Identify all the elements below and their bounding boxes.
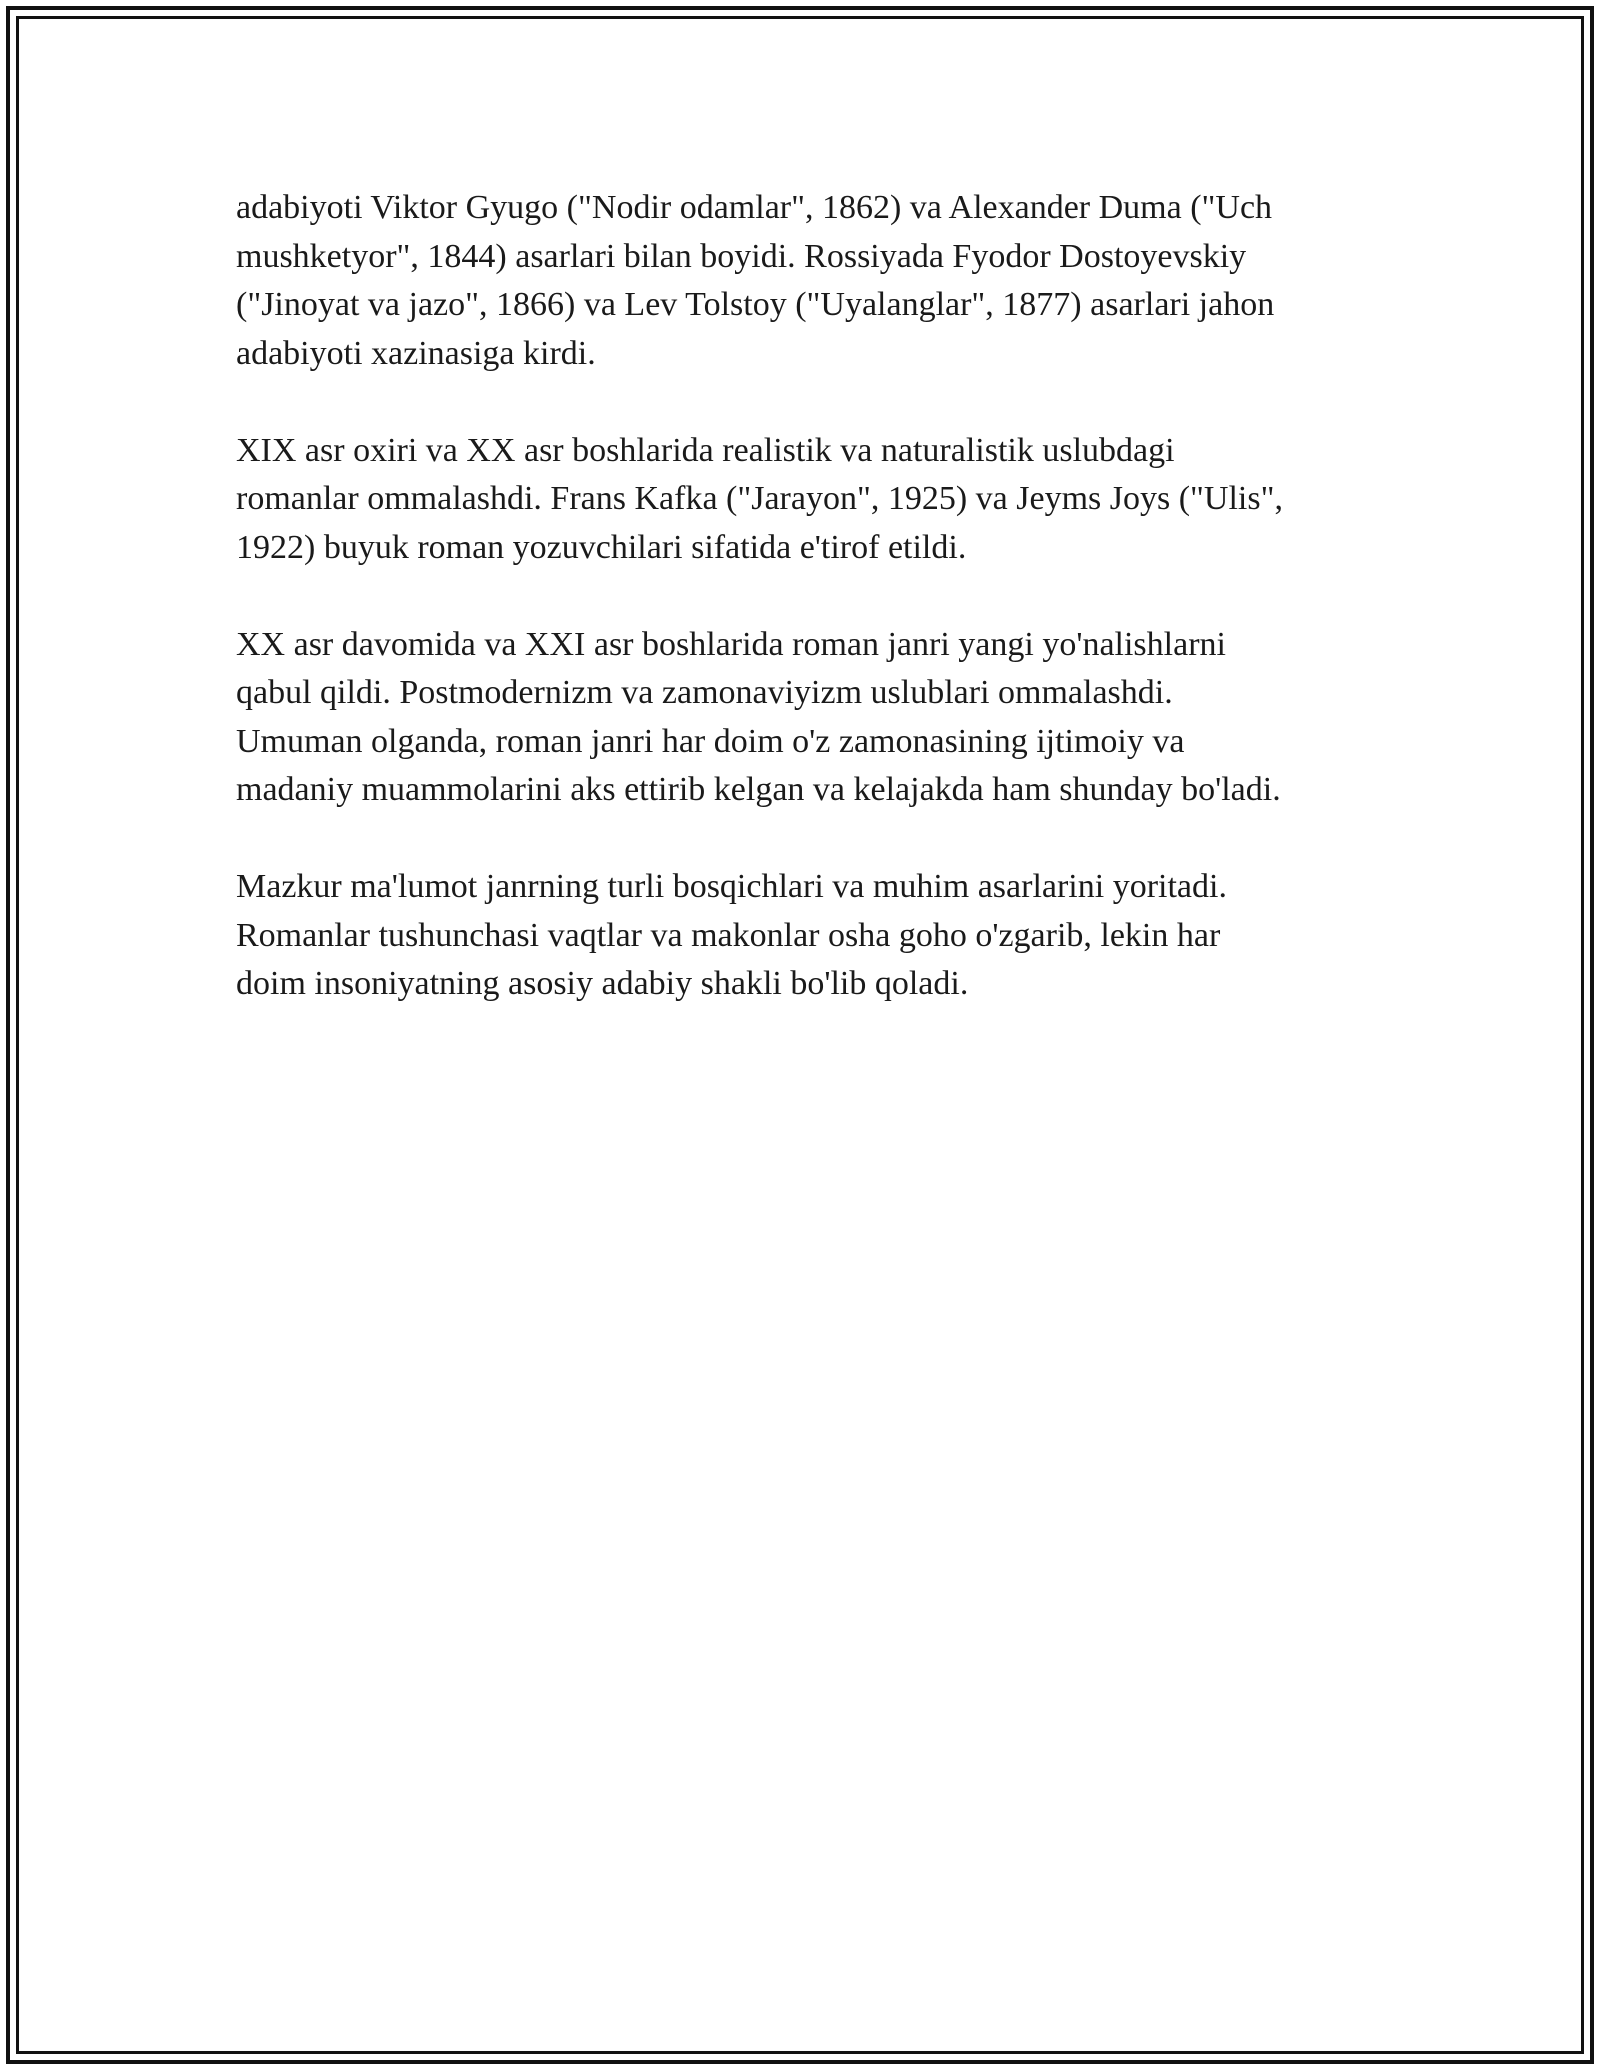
text-line: madaniy muammolarini aks ettirib kelgan va kelajakda ham shunday bo'ladi. <box>236 771 1281 808</box>
text-line: doim insoniyatning asosiy adabiy shakli bo'lib qoladi. <box>236 965 969 1002</box>
text-line: qabul qildi. Postmodernizm va zamonaviyizm uslublari ommalashdi. <box>236 674 1173 711</box>
paragraph-2 <box>236 427 1376 573</box>
text-line: XX asr davomida va XXI asr boshlarida roman janri yangi yo'nalishlarni <box>236 625 1226 663</box>
text-line: mushketyor", 1844) asarlari bilan boyidi. Rossiyada Fyodor Dostoyevskiy <box>236 237 1247 275</box>
text-line: Umuman olganda, roman janri har doim o'z zamonasining ijtimoiy va <box>236 722 1185 760</box>
text-line: 1922) buyuk roman yozuvchilari sifatida e'tirof etildi. <box>236 528 967 566</box>
document-body <box>236 184 1376 1057</box>
paragraph-4 <box>236 863 1376 1009</box>
text-line: ("Jinoyat va jazo", 1866) va Lev Tolstoy ("Uyalanglar", 1877) asarlari jahon <box>236 286 1275 323</box>
text-line: Romanlar tushunchasi vaqtlar va makonlar osha goho o'zgarib, lekin har <box>236 916 1221 954</box>
text-line: adabiyoti Viktor Gyugo ("Nodir odamlar", 1862) va Alexander Duma ("Uch <box>236 189 1273 226</box>
text-line: Mazkur ma'lumot janrning turli bosqichlari va muhim asarlarini yoritadi. <box>236 868 1227 905</box>
paragraph-1 <box>236 184 1376 378</box>
paragraph-3 <box>236 621 1376 815</box>
text-line: XIX asr oxiri va XX asr boshlarida realistik va naturalistik uslubdagi <box>236 431 1175 469</box>
text-line: adabiyoti xazinasiga kirdi. <box>236 334 596 372</box>
text-line: romanlar ommalashdi. Frans Kafka ("Jarayon", 1925) va Jeyms Joys ("Ulis", <box>236 480 1283 517</box>
